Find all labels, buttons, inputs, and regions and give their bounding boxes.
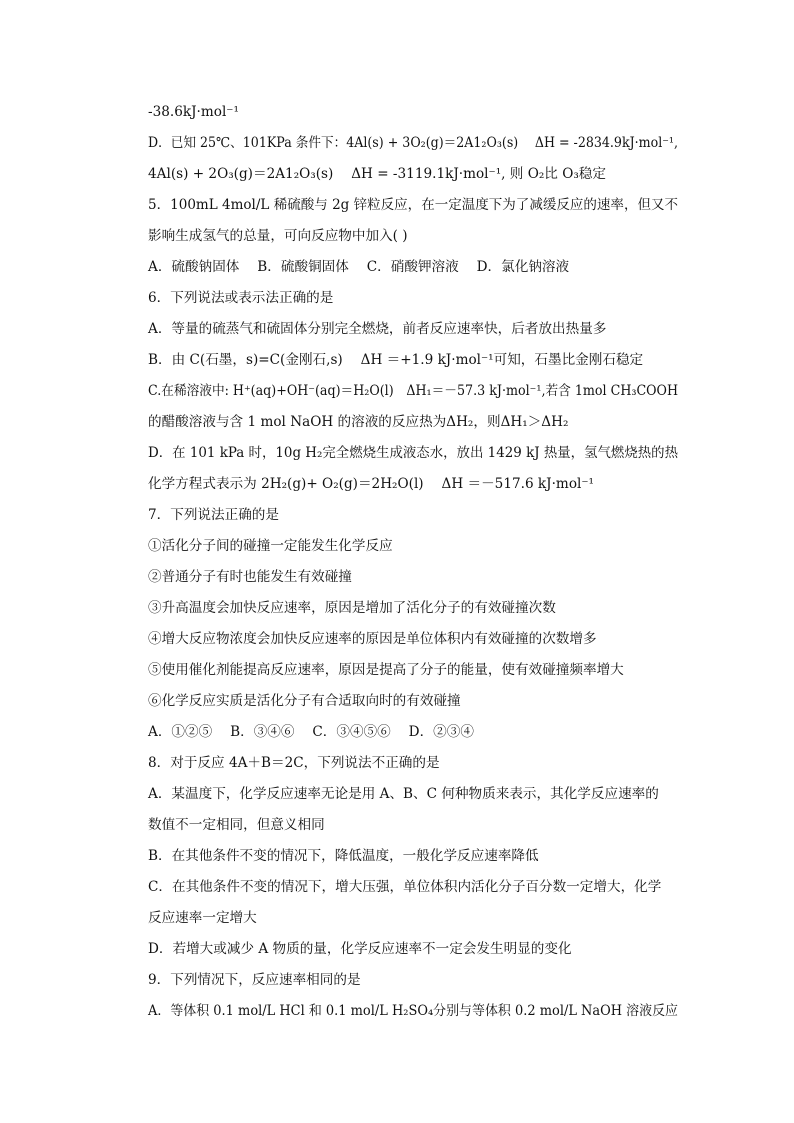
text-line: 影响生成氢气的总量，可向反应物中加入( )	[148, 228, 408, 244]
text-line: ⑥化学反应实质是活化分子有合适取向时的有效碰撞	[148, 693, 461, 709]
text-line: D．在 101 kPa 时，10g H₂完全燃烧生成液态水，放出 1429 kJ 热量，氢气燃烧热的热	[148, 445, 679, 461]
text-line: ②普通分子有时也能发生有效碰撞	[148, 569, 352, 585]
text-line: D．已知 25℃、101KPa 条件下：4Al(s) + 3O₂(g)＝2A1₂O₃(s) ΔH = -2834.9kJ·mol⁻¹,	[148, 135, 679, 151]
text-line: D．若增大或减少 A 物质的量，化学反应速率不一定会发生明显的变化	[148, 941, 572, 957]
question-5-stem: 5．100mL 4mol/L 稀硫酸与 2g 锌粒反应，在一定温度下为了减缓反应的速率，但又不	[148, 197, 679, 213]
question-7-options: A．①②⑤ B．③④⑥ C．③④⑤⑥ D．②③④	[148, 724, 474, 740]
text-line: 化学方程式表示为 2H₂(g)+ O₂(g)＝2H₂O(l) ΔH ＝－517.6 kJ·mol⁻¹	[148, 476, 594, 492]
question-6-stem: 6．下列说法或表示法正确的是	[148, 290, 334, 306]
text-line: 数值不一定相同，但意义相同	[148, 817, 325, 833]
text-line: 反应速率一定增大	[148, 910, 257, 926]
text-line: ⑤使用催化剂能提高反应速率，原因是提高了分子的能量，使有效碰撞频率增大	[148, 662, 624, 678]
text-line: A．某温度下，化学反应速率无论是用 A、B、C 何种物质来表示，其化学反应速率的	[148, 786, 659, 802]
question-5-options: A．硫酸钠固体 B．硫酸铜固体 C．硝酸钾溶液 D．氯化钠溶液	[148, 259, 570, 275]
text-line: ④增大反应物浓度会加快反应速率的原因是单位体积内有效碰撞的次数增多	[148, 631, 597, 647]
text-line: 的醋酸溶液与含 1 mol NaOH 的溶液的反应热为ΔH₂，则ΔH₁＞ΔH₂	[148, 414, 569, 430]
text-line: C.在稀溶液中: H⁺(aq)+OH⁻(aq)＝H₂O(l) ΔH₁＝－57.3 kJ·mol⁻¹,若含 1mol CH₃COOH	[148, 383, 678, 399]
text-line: C．在其他条件不变的情况下，增大压强，单位体积内活化分子百分数一定增大，化学	[148, 879, 662, 895]
text-line: A．等量的硫蒸气和硫固体分别完全燃烧，前者反应速率快，后者放出热量多	[148, 321, 607, 337]
question-9-stem: 9．下列情况下，反应速率相同的是	[148, 972, 361, 988]
text-line: 4Al(s) + 2O₃(g)＝2A1₂O₃(s) ΔH = -3119.1kJ·mol⁻¹, 则 O₂比 O₃稳定	[148, 166, 606, 182]
text-line: ③升高温度会加快反应速率，原因是增加了活化分子的有效碰撞次数	[148, 600, 556, 616]
text-line: B．在其他条件不变的情况下，降低温度，一般化学反应速率降低	[148, 848, 539, 864]
question-8-stem: 8．对于反应 4A＋B＝2C，下列说法不正确的是	[148, 755, 440, 771]
text-line: B．由 C(石墨，s)=C(金刚石,s) ΔH ＝+1.9 kJ·mol⁻¹可知，石墨比金刚石稳定	[148, 352, 644, 368]
question-7-stem: 7．下列说法正确的是	[148, 507, 279, 523]
text-line: A．等体积 0.1 mol/L HCl 和 0.1 mol/L H₂SO₄分别与等体积 0.2 mol/L NaOH 溶液反应	[148, 1003, 678, 1019]
text-line: ①活化分子间的碰撞一定能发生化学反应	[148, 538, 393, 554]
text-line: -38.6kJ·mol⁻¹	[148, 104, 239, 120]
